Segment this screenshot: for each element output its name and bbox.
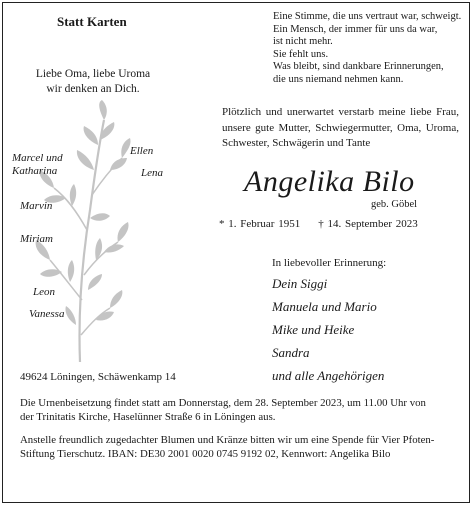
name-miriam: Miriam [20, 233, 53, 245]
name-vanessa: Vanessa [29, 308, 65, 320]
notice-line: der Trinitatis Kirche, Haselünner Straße 6 in Löningen aus. [20, 411, 276, 423]
name-ellen: Ellen [130, 145, 154, 157]
poem-line: Sie fehlt uns. [273, 48, 329, 60]
birth-date: * 1. Februar 1951 [219, 218, 301, 230]
intro-line: wir denken an Dich. [46, 82, 140, 95]
poem [273, 11, 461, 87]
intro-line: Liebe Oma, liebe Uroma [35, 68, 151, 80]
poem-line: Eine Stimme, die uns vertraut war, schweigt. [273, 11, 462, 22]
life-dates [219, 218, 418, 230]
death-date: † 14. September 2023 [318, 218, 418, 230]
donation-notice [20, 433, 457, 461]
mourner: und alle Angehörigen [272, 368, 385, 383]
death-announcement [222, 105, 459, 152]
notice-line: Die Urnenbeisetzung findet statt am Donnerstag, dem 28. September 2023, um 11.00 Uhr von [20, 397, 426, 409]
poem-line: Ein Mensch, der immer für uns da war, [273, 23, 438, 35]
mourner: Sandra [272, 345, 310, 360]
burial-notice [20, 396, 457, 424]
maiden-name: geb. Göbel [371, 199, 418, 210]
address: 49624 Löningen, Schäwenkamp 14 [20, 371, 176, 383]
poem-line: Was bleibt, sind dankbare Erinnerungen, [273, 61, 444, 73]
poem-line: die uns niemand nehmen kann. [273, 73, 404, 85]
announcement-line: Schwester, Schwägerin und Tante [222, 137, 371, 149]
grandchildren-intro [33, 67, 153, 96]
announcement-line: unsere gute Mutter, Schwiegermutter, Oma, Uroma, [222, 121, 459, 134]
mourner: Manuela und Mario [272, 299, 377, 314]
name-marvin: Marvin [20, 200, 53, 212]
deceased-name: Angelika Bilo [244, 165, 415, 198]
name-leon: Leon [33, 286, 55, 298]
notice-line: Anstelle freundlich zugedachter Blumen und Kränze bitten wir um eine Spende für Vier Pfoten- [20, 434, 435, 446]
mourner: Mike und Heike [272, 322, 355, 337]
mourners-intro: In liebevoller Erinnerung: [272, 257, 387, 269]
notice-line: Stiftung Tierschutz. IBAN: DE30 2001 0020 0745 9192 02, Kennwort: Angelika Bilo [20, 448, 391, 460]
name-lena: Lena [141, 167, 163, 179]
mourner: Dein Siggi [272, 276, 328, 291]
poem-line: ist nicht mehr. [273, 36, 333, 48]
announcement-line: Plötzlich und unerwartet verstarb meine liebe Frau, [222, 106, 459, 118]
header-statt-karten: Statt Karten [57, 14, 127, 29]
name-marcel-katharina: Marcel und Katharina [12, 152, 63, 177]
